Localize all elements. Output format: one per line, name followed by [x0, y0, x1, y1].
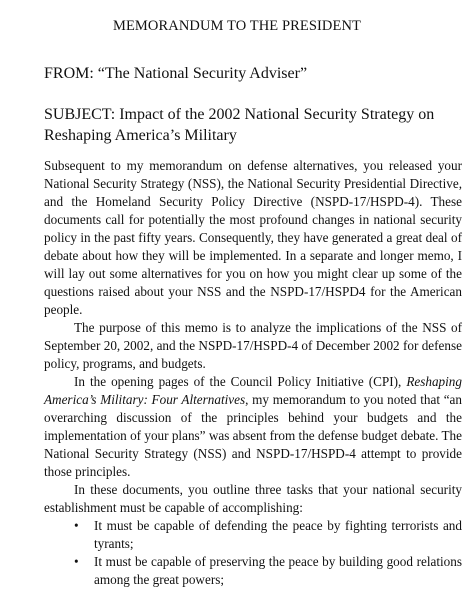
task-text: It must be capable of preserving the peace by building good relations among the great powers;: [94, 554, 462, 587]
bullet-icon: •: [74, 518, 79, 533]
memo-body: [44, 157, 462, 589]
bullet-icon: •: [74, 554, 79, 569]
paragraph-purpose: The purpose of this memo is to analyze the implications of the NSS of September 20, 2002, and the NSPD-17/HSPD-4 of December 2002 for defense policy, programs, and budgets.: [44, 320, 462, 371]
paragraph-intro: Subsequent to my memorandum on defense alternatives, you released your National Security Strategy (NSS), the National Security Presidential Directive, and the Homeland Security Policy Directive (NSPD-17/HSPD-4). These documents call for potentially the most profound changes in national security policy in the past fifty years. Consequently, they have generated a great deal of debate about how they will be implemented. In a separate and longer memo, I will lay out some alternatives for you on how you might clear up some of the questions raised about your NSS and the NSPD-17/HSPD4 for the American people.: [44, 158, 462, 317]
task-item-preserve: [44, 553, 462, 589]
paragraph-cpi-end: , my memorandum to you noted that “an overarching discussion of the principles behind your budgets and the implementation of your plans” was absent from the defense budget debate. The National Security Strategy (NSS) and NSPD-17/HSPD-4 attempt to provide those principles.: [44, 392, 463, 479]
tasks-list: [44, 517, 462, 589]
memo-subject-line: SUBJECT: Impact of the 2002 National Security Strategy on Reshaping America’s Military: [44, 106, 435, 144]
task-text: It must be capable of defending the peace by fighting terrorists and tyrants;: [94, 518, 462, 551]
memo-title: MEMORANDUM TO THE PRESIDENT: [112, 18, 361, 34]
paragraph-tasks-intro: In these documents, you outline three tasks that your national security establishment must be capable of accomplishing:: [44, 482, 462, 515]
paragraph-cpi-start: In the opening pages of the Council Policy Initiative (CPI),: [74, 374, 407, 389]
cpi-report-title: Reshaping America’s Military: Four Alternatives: [44, 374, 462, 407]
paragraph-cpi: [44, 373, 462, 481]
memo-from-line: FROM: “The National Security Adviser”: [44, 65, 308, 82]
task-item-defend: [44, 517, 462, 553]
